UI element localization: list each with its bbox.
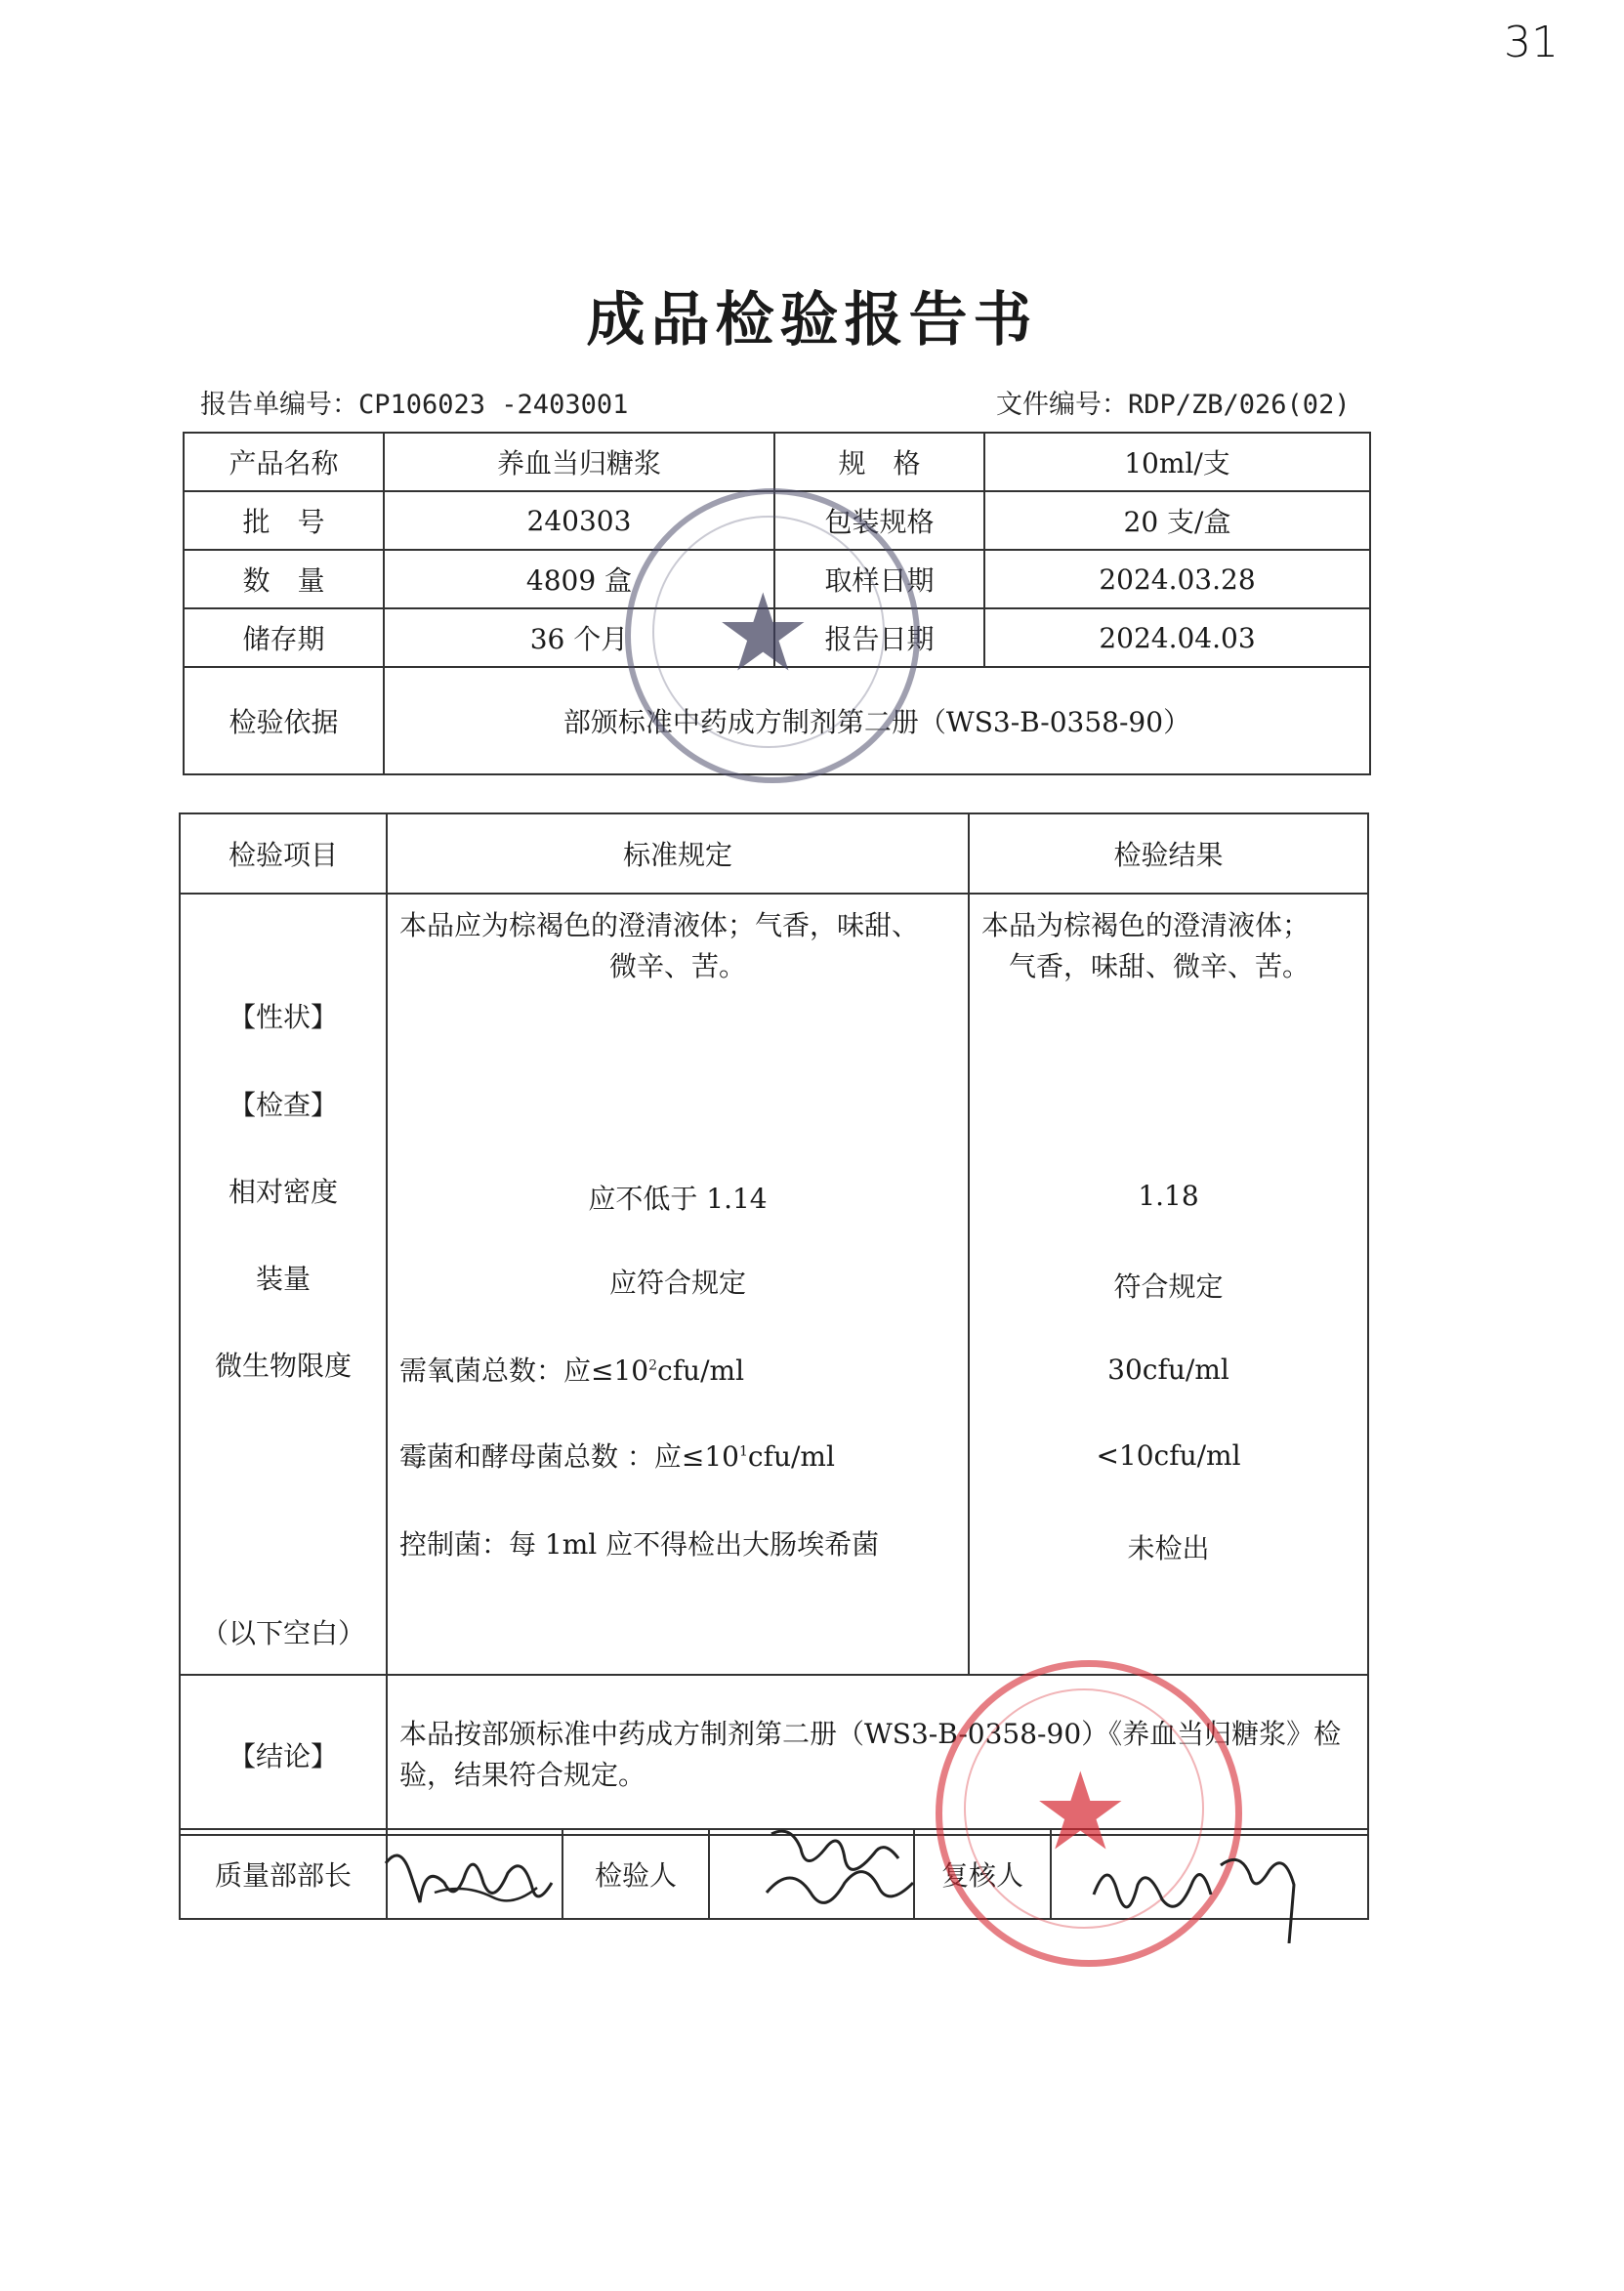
product-name-value: 养血当归糖浆	[384, 433, 774, 491]
values-column	[969, 894, 1368, 1675]
qa-head-label: 质量部部长	[180, 1829, 387, 1919]
report-date-label: 报告日期	[774, 608, 984, 667]
standard-control: 控制菌：每 1ml 应不得检出大肠埃希菌	[399, 1528, 880, 1561]
spec-value: 10ml/支	[984, 433, 1370, 491]
seal-star-icon: ★	[1032, 1749, 1129, 1874]
value-control: 未检出	[1127, 1532, 1210, 1564]
sample-date-label: 取样日期	[774, 550, 984, 608]
item-inspection: 【检查】	[228, 1089, 338, 1121]
standard-density: 应不低于 1.14	[588, 1183, 768, 1215]
standard-aerobic-exponent: 2	[648, 1357, 658, 1374]
reviewer-label: 复核人	[914, 1829, 1051, 1919]
product-name-label: 产品名称	[184, 433, 384, 491]
company-seal-gray	[625, 488, 920, 783]
value-appearance-line2: 气香，味甜、微辛、苦。	[1009, 950, 1311, 982]
reviewer-signature	[1084, 1836, 1318, 1943]
basis-value: 部颁标准中药成方制剂第二册（WS3-B-0358-90）	[384, 667, 1370, 774]
item-appearance: 【性状】	[228, 1001, 338, 1033]
value-appearance-line1: 本品为棕褐色的澄清液体；	[981, 909, 1311, 941]
page-number: 31	[1504, 18, 1559, 67]
seal-star-icon: ★	[715, 570, 812, 695]
header-standard: 标准规定	[387, 813, 969, 894]
inspector-label: 检验人	[562, 1829, 709, 1919]
sample-date-value: 2024.03.28	[984, 550, 1370, 608]
report-date-value: 2024.04.03	[984, 608, 1370, 667]
file-number: 文件编号：RDP/ZB/026(02)	[996, 390, 1351, 420]
item-blank-below: （以下空白）	[200, 1617, 365, 1649]
header-item: 检验项目	[180, 813, 387, 894]
items-column	[180, 894, 387, 1675]
standard-filling: 应符合规定	[608, 1267, 746, 1299]
package-label: 包装规格	[774, 491, 984, 550]
batch-label: 批 号	[184, 491, 384, 550]
report-number: 报告单编号：CP106023 -2403001	[200, 390, 629, 420]
batch-value: 240303	[384, 491, 774, 550]
value-aerobic: 30cfu/ml	[1107, 1354, 1229, 1386]
standard-aerobic-prefix: 需氧菌总数：应≤10	[399, 1354, 649, 1387]
item-density: 相对密度	[228, 1176, 338, 1208]
quantity-value: 4809 盒	[384, 550, 774, 608]
value-filling: 符合规定	[1113, 1270, 1224, 1303]
qa-head-signature	[376, 1824, 562, 1932]
basis-label: 检验依据	[184, 667, 384, 774]
standard-appearance-line1: 本品应为棕褐色的澄清液体；气香，味甜、	[399, 909, 920, 941]
standard-mold-prefix: 霉菌和酵母菌总数 ：应≤10	[399, 1440, 739, 1473]
item-filling: 装量	[255, 1263, 311, 1295]
item-microbial: 微生物限度	[214, 1350, 352, 1382]
standard-aerobic	[399, 1350, 744, 1389]
conclusion-label: 【结论】	[180, 1675, 387, 1835]
storage-label: 储存期	[184, 608, 384, 667]
quantity-label: 数 量	[184, 550, 384, 608]
standard-mold-exponent: 1	[739, 1443, 748, 1460]
conclusion-text: 本品按部颁标准中药成方制剂第二册（WS3-B-0358-90）《养血当归糖浆》检验，结果符合规定。	[399, 1718, 1342, 1791]
standard-aerobic-unit: cfu/ml	[657, 1354, 745, 1387]
header-result: 检验结果	[969, 813, 1368, 894]
storage-value: 36 个月	[384, 608, 774, 667]
value-density: 1.18	[1138, 1180, 1199, 1212]
value-mold: <10cfu/ml	[1096, 1439, 1241, 1472]
standard-mold	[399, 1436, 835, 1475]
spec-label: 规 格	[774, 433, 984, 491]
package-value: 20 支/盒	[984, 491, 1370, 550]
page-title: 成品检验报告书	[586, 286, 1038, 354]
inspector-signature	[757, 1814, 933, 1932]
results-table	[179, 812, 1369, 1836]
standard-mold-unit: cfu/ml	[747, 1440, 835, 1473]
standard-appearance-line2: 微辛、苦。	[608, 950, 746, 982]
standards-column	[387, 894, 969, 1675]
